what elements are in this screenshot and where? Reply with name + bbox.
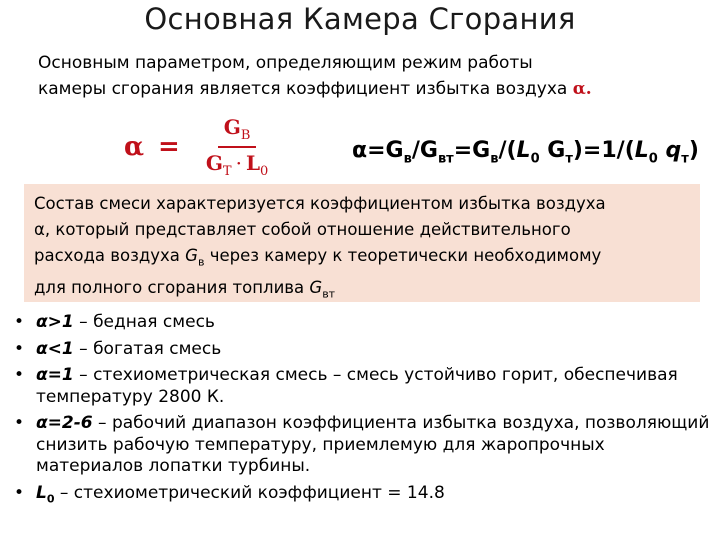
- alpha-symbol: α.: [572, 79, 592, 99]
- bullet-dot-icon: •: [14, 482, 25, 503]
- definition-text: [34, 191, 698, 308]
- bullet-l0-coefficient: • $L_0$ – стехиометрический коэффициент = 14.8: [14, 482, 445, 505]
- bullet-stoichiometric: • α=1 – стехиометрическая смесь – смесь устойчиво горит, обеспечивая температуру 2800 К.: [14, 365, 678, 407]
- definition-line-3: расхода воздуха $G_в$ через камеру к теоретически необходимому: [34, 246, 602, 269]
- definition-line-4: для полного сгорания топлива $G_{вт}$: [34, 278, 336, 301]
- fraction-numerator: $G_В$: [218, 115, 257, 148]
- slide-title: Основная Камера Сгорания: [144, 2, 576, 36]
- alpha-chain-formula: $\alpha=G_в/G_{вт}=G_в/(L_0$ $G_т)=1/(L_0$ $q_т$): [352, 138, 699, 167]
- bullet-working-range: • α=2-6 – рабочий диапазон коэффициента избытка воздуха, позволяющий снизить рабочую температуру, приемлемую для жаропрочных материалов лопатки турбины.: [14, 413, 710, 476]
- bullet-rich-mixture: • α<1 – богатая смесь: [14, 338, 222, 359]
- bullet-dot-icon: •: [14, 413, 25, 433]
- intro-line-2-text: камеры сгорания является коэффициент избытка воздуха: [38, 79, 568, 99]
- formula-alpha: α: [124, 132, 145, 162]
- definition-line-2: α, который представляет собой отношение действительного: [34, 220, 571, 239]
- bullet-list: [0, 312, 720, 514]
- definition-line-1: Состав смеси характеризуется коэффициентом избытка воздуха: [34, 194, 606, 213]
- formula-equals: =: [158, 132, 180, 162]
- bullet-dot-icon: •: [14, 312, 25, 332]
- intro-paragraph: [38, 50, 708, 102]
- bullet-dot-icon: •: [14, 338, 25, 359]
- alpha-fraction-formula: [124, 112, 268, 182]
- bullet-lean-mixture: • α>1 – бедная смесь: [14, 312, 215, 332]
- formula-fraction: [206, 115, 268, 179]
- bullet-dot-icon: •: [14, 365, 25, 385]
- intro-line-1: Основным параметром, определяющим режим работы: [38, 53, 533, 73]
- fraction-denominator: $G_Т \cdot L_0$: [205, 151, 269, 179]
- intro-line-2: [38, 76, 708, 102]
